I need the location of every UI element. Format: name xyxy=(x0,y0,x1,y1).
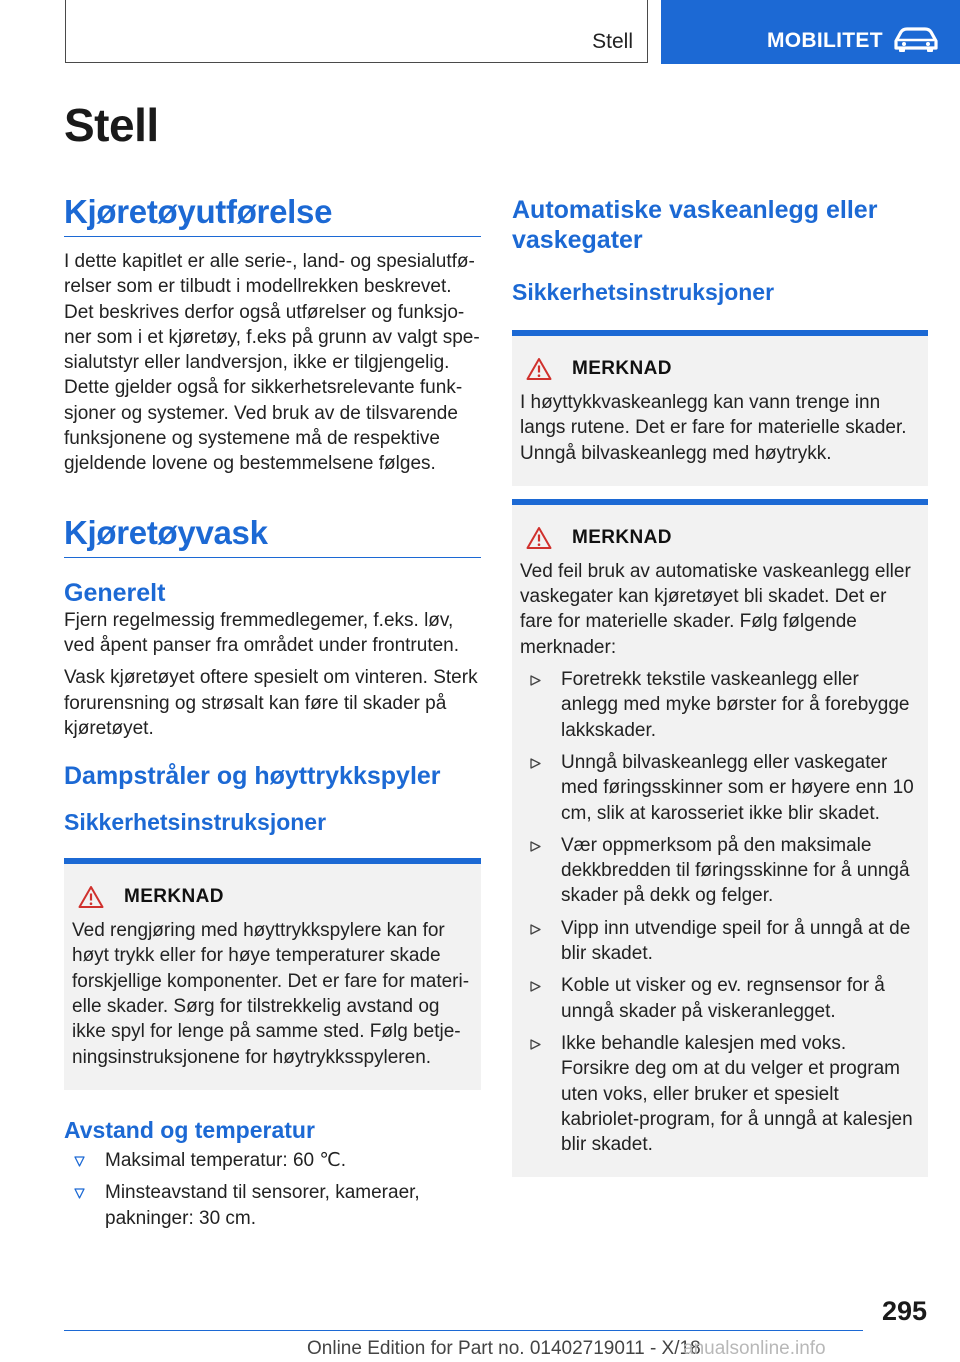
list-item-text: Vipp inn utvendige speil for å unngå at de blir skadet. xyxy=(561,917,911,965)
car-icon xyxy=(892,27,940,53)
triangle-bullet-icon xyxy=(74,1188,85,1199)
note-box-window xyxy=(512,330,928,486)
list-item xyxy=(520,1031,920,1157)
triangle-bullet-icon xyxy=(74,1156,85,1167)
header-chapter-label: MOBILITET xyxy=(767,29,883,52)
header-chapter-tab xyxy=(661,0,960,64)
list-item-text: Foretrekk tekstile vaskeanlegg eller anlegg med myke børster for å forebygge lakkskader. xyxy=(561,669,910,741)
list-item xyxy=(64,1148,481,1173)
list-item-text: Unngå bilvaskeanlegg eller vaskegater med føringsskinner som er høyere enn 10 cm, slik at karosseriet ikke blir skadet. xyxy=(561,751,914,824)
page-number: 295 xyxy=(881,1296,927,1326)
heading-general: Generelt xyxy=(64,578,166,607)
heading-safety-right: Sikkerhetsinstruksjoner xyxy=(512,279,775,305)
paragraph-vehicle-design: I dette kapitlet er alle serie-, land- og spesialutførelser som er tilbudt i modellrekken beskrevet. Det beskrives derfor også utførelser og funksjoner som i et kjøretøy, f.eks på grunn av valgt spesialutstyr eller landversjon, ikke er tilgjengelig. Dette gjelder også for sikkerhetsrelevante funksjoner og systemer. Ved bruk av de tilsvarende funksjonene og systemene må de respektive gjeldende lovene og bestemmelsene følges. xyxy=(64,251,480,475)
list-item-text: Minsteavstand til sensorer, kameraer, pakninger: 30 cm. xyxy=(105,1182,420,1229)
note-box-steam xyxy=(64,858,481,1090)
note-text: Ved rengjøring med høyttrykkspylere kan for høyt trykk eller for høye temperaturer skade forskjellige komponenter. Det er fare for materielle skader. Sørg for tilstrekkelig avstand og ikke spyl for lenge på samme sted. Følg betjeningsinstruksjonene for høytrykksspyleren. xyxy=(72,920,470,1068)
note-text: Ved feil bruk av automatiske vaskeanlegg eller vaskegater kan kjøretøyet bli skadet. Det er fare for materielle skader. Følg følgende merknader: xyxy=(520,560,911,658)
triangle-bullet-icon xyxy=(530,924,541,935)
warning-triangle-icon xyxy=(78,885,104,909)
heading-automatic-wash: Automatiske vaskeanlegg eller vaskegater xyxy=(512,196,878,254)
note-box-automatic xyxy=(512,499,928,1178)
heading-safety-left: Sikkerhetsinstruksjoner xyxy=(64,809,327,836)
list-item-text: Maksimal temperatur: 60 ℃. xyxy=(105,1149,346,1171)
note-header xyxy=(78,884,473,910)
heading-distance-temperature: Avstand og temperatur xyxy=(64,1116,315,1143)
list-item xyxy=(520,833,920,909)
note-header xyxy=(526,356,920,382)
note-label: MERKNAD xyxy=(572,358,672,379)
note-label: MERKNAD xyxy=(572,526,672,548)
paragraph-general-1: Fjern regelmessig fremmedlegemer, f.eks. løv, ved åpent panser fra området under frontruten. xyxy=(64,609,460,656)
warning-triangle-icon xyxy=(526,357,552,381)
list-item xyxy=(520,973,920,1024)
note-list xyxy=(520,667,920,1157)
right-column xyxy=(512,192,928,1177)
header-section-label: Stell xyxy=(592,30,633,53)
watermark-site: anualsonline.info xyxy=(683,1338,826,1359)
header-section-box xyxy=(65,0,648,63)
list-item-text: Vær oppmerksom på den maksimale dekkbredden til føringsskinne for å unngå skader på dekk og felger. xyxy=(561,834,910,907)
list-item-text: Ikke behandle kalesjen med voks. Forsikre deg om at du velger et program uten voks, eller bruker et spesielt kabriolet-program, for å unngå at kalesjen blir skadet. xyxy=(561,1032,913,1156)
triangle-bullet-icon xyxy=(530,841,541,852)
list-item-text: Koble ut visker og ev. regnsensor for å unngå skader på viskeranlegget. xyxy=(561,975,885,1022)
triangle-bullet-icon xyxy=(530,981,541,992)
heading-car-wash: Kjøretøyvask xyxy=(64,513,481,558)
note-text: I høyttykkvaskeanlegg kan vann trenge inn langs rutene. Det er fare for materielle skader. Unngå bilvaskeanlegg med høytrykk. xyxy=(520,392,907,464)
triangle-bullet-icon xyxy=(530,1039,541,1050)
triangle-bullet-icon xyxy=(530,675,541,686)
heading-vehicle-design: Kjøretøyutførelse xyxy=(64,192,481,237)
triangle-bullet-icon xyxy=(530,758,541,769)
list-distance-temperature xyxy=(64,1148,481,1231)
left-column xyxy=(64,192,481,1231)
footer-divider xyxy=(64,1330,863,1331)
note-label: MERKNAD xyxy=(124,886,224,908)
note-header xyxy=(526,525,920,551)
warning-triangle-icon xyxy=(526,526,552,550)
paragraph-general-2: Vask kjøretøyet oftere spesielt om vinteren. Sterk forurensning og strøsalt kan føre til skader på kjøretøyet. xyxy=(64,667,478,739)
list-item xyxy=(520,750,920,826)
list-item xyxy=(64,1180,481,1231)
footer-edition: Online Edition for Part no. 01402719011 - X/18 xyxy=(307,1338,701,1359)
page-title: Stell xyxy=(64,99,159,151)
list-item xyxy=(520,667,920,743)
list-item xyxy=(520,916,920,967)
heading-steam-jet: Dampstråler og høyttrykkspyler xyxy=(64,762,441,791)
